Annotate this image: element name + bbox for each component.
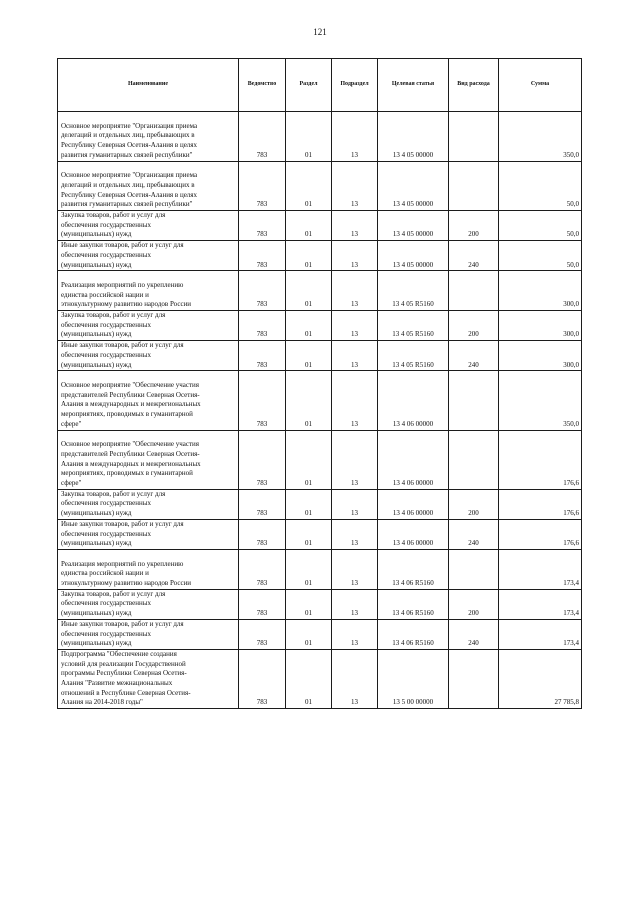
cell-name: Основное мероприятие "Обеспечение участия представителей Республики Северная Осетия- Алания в международных и межрегиональных мероприятиях, проводимых в гуманитарной сфере" <box>58 371 239 430</box>
cell-sum: 50,0 <box>499 241 582 271</box>
cell-sum: 50,0 <box>499 211 582 241</box>
cell-expense <box>449 161 499 211</box>
cell-expense <box>449 371 499 430</box>
cell-target: 13 4 06 00000 <box>378 430 449 489</box>
cell-name: Иные закупки товаров, работ и услуг для обеспечения государственных (муниципальных) нужд <box>58 341 239 371</box>
table-row <box>58 161 582 211</box>
cell-expense <box>449 649 499 708</box>
cell-name: Реализация мероприятий по укреплению единства российской нации и этнокультурному развитию народов России <box>58 549 239 589</box>
cell-subsection: 13 <box>332 519 378 549</box>
cell-subsection: 13 <box>332 241 378 271</box>
cell-target: 13 4 06 00000 <box>378 489 449 519</box>
table-row <box>58 341 582 371</box>
cell-expense <box>449 112 499 162</box>
page-number: 121 <box>313 27 327 37</box>
cell-sum: 173,4 <box>499 619 582 649</box>
cell-expense: 240 <box>449 519 499 549</box>
cell-department: 783 <box>239 341 286 371</box>
cell-expense <box>449 271 499 311</box>
cell-target: 13 4 06 R5160 <box>378 619 449 649</box>
table-row <box>58 519 582 549</box>
cell-subsection: 13 <box>332 341 378 371</box>
cell-name: Подпрограмма "Обеспечение создания условий для реализации Государственной программы Республики Северная Осетия- Алания "Развитие межнациональных отношений в Республике Северная Осетия- Алания на 2014-2018 годы" <box>58 649 239 708</box>
cell-department: 783 <box>239 619 286 649</box>
cell-target: 13 4 05 R5160 <box>378 311 449 341</box>
header-section: Раздел <box>286 59 332 112</box>
cell-subsection: 13 <box>332 211 378 241</box>
cell-expense: 200 <box>449 211 499 241</box>
cell-target: 13 4 06 00000 <box>378 371 449 430</box>
cell-department: 783 <box>239 241 286 271</box>
cell-sum: 350,0 <box>499 112 582 162</box>
cell-department: 783 <box>239 430 286 489</box>
budget-table <box>57 58 582 709</box>
cell-section: 01 <box>286 271 332 311</box>
cell-subsection: 13 <box>332 430 378 489</box>
cell-sum: 176,6 <box>499 519 582 549</box>
cell-section: 01 <box>286 341 332 371</box>
table-row <box>58 589 582 619</box>
cell-department: 783 <box>239 161 286 211</box>
cell-subsection: 13 <box>332 589 378 619</box>
cell-expense: 200 <box>449 589 499 619</box>
cell-expense: 200 <box>449 311 499 341</box>
cell-target: 13 4 06 R5160 <box>378 549 449 589</box>
cell-name: Основное мероприятие "Организация приема делегаций и отдельных лиц, пребывающих в Республику Северная Осетия-Алания в целях развития гуманитарных связей республики" <box>58 161 239 211</box>
cell-sum: 300,0 <box>499 341 582 371</box>
header-sum: Сумма <box>499 59 582 112</box>
cell-target: 13 4 05 R5160 <box>378 271 449 311</box>
cell-department: 783 <box>239 211 286 241</box>
table-row <box>58 489 582 519</box>
cell-subsection: 13 <box>332 619 378 649</box>
cell-expense: 240 <box>449 241 499 271</box>
cell-sum: 50,0 <box>499 161 582 211</box>
cell-target: 13 4 05 R5160 <box>378 341 449 371</box>
table-row <box>58 241 582 271</box>
cell-target: 13 4 05 00000 <box>378 112 449 162</box>
cell-section: 01 <box>286 311 332 341</box>
table-row <box>58 112 582 162</box>
cell-name: Основное мероприятие "Организация приема делегаций и отдельных лиц, пребывающих в Республику Северная Осетия-Алания в целях развития гуманитарных связей республики" <box>58 112 239 162</box>
cell-sum: 300,0 <box>499 311 582 341</box>
cell-subsection: 13 <box>332 549 378 589</box>
cell-section: 01 <box>286 649 332 708</box>
table-row <box>58 271 582 311</box>
cell-sum: 350,0 <box>499 371 582 430</box>
cell-sum: 176,6 <box>499 430 582 489</box>
cell-section: 01 <box>286 489 332 519</box>
table-row <box>58 371 582 430</box>
header-row <box>58 59 582 112</box>
header-expense: Вид расхода <box>449 59 499 112</box>
cell-name: Основное мероприятие "Обеспечение участия представителей Республики Северная Осетия- Алания в международных и межрегиональных мероприятиях, проводимых в гуманитарной сфере" <box>58 430 239 489</box>
cell-target: 13 4 06 00000 <box>378 519 449 549</box>
table-row <box>58 430 582 489</box>
cell-subsection: 13 <box>332 649 378 708</box>
cell-sum: 300,0 <box>499 271 582 311</box>
cell-expense <box>449 430 499 489</box>
cell-department: 783 <box>239 371 286 430</box>
table-row <box>58 211 582 241</box>
cell-section: 01 <box>286 241 332 271</box>
cell-target: 13 5 00 00000 <box>378 649 449 708</box>
cell-section: 01 <box>286 371 332 430</box>
cell-section: 01 <box>286 112 332 162</box>
cell-section: 01 <box>286 519 332 549</box>
cell-expense: 200 <box>449 489 499 519</box>
table-row <box>58 549 582 589</box>
cell-sum: 173,4 <box>499 589 582 619</box>
cell-department: 783 <box>239 589 286 619</box>
cell-section: 01 <box>286 161 332 211</box>
cell-expense: 240 <box>449 341 499 371</box>
cell-department: 783 <box>239 549 286 589</box>
cell-department: 783 <box>239 649 286 708</box>
cell-section: 01 <box>286 430 332 489</box>
cell-sum: 176,6 <box>499 489 582 519</box>
cell-subsection: 13 <box>332 112 378 162</box>
header-target: Целевая статья <box>378 59 449 112</box>
cell-expense <box>449 549 499 589</box>
cell-section: 01 <box>286 619 332 649</box>
table-row <box>58 311 582 341</box>
cell-target: 13 4 06 R5160 <box>378 589 449 619</box>
table-row <box>58 619 582 649</box>
cell-target: 13 4 05 00000 <box>378 241 449 271</box>
cell-subsection: 13 <box>332 271 378 311</box>
cell-name: Реализация мероприятий по укреплению единства российской нации и этнокультурному развитию народов России <box>58 271 239 311</box>
cell-department: 783 <box>239 271 286 311</box>
cell-section: 01 <box>286 589 332 619</box>
cell-section: 01 <box>286 211 332 241</box>
cell-sum: 27 785,8 <box>499 649 582 708</box>
cell-name: Иные закупки товаров, работ и услуг для обеспечения государственных (муниципальных) нужд <box>58 519 239 549</box>
cell-department: 783 <box>239 311 286 341</box>
cell-sum: 173,4 <box>499 549 582 589</box>
cell-section: 01 <box>286 549 332 589</box>
cell-department: 783 <box>239 519 286 549</box>
header-department: Ведомство <box>239 59 286 112</box>
cell-name: Закупка товаров, работ и услуг для обеспечения государственных (муниципальных) нужд <box>58 211 239 241</box>
cell-name: Иные закупки товаров, работ и услуг для обеспечения государственных (муниципальных) нужд <box>58 619 239 649</box>
header-subsection: Подраздел <box>332 59 378 112</box>
cell-target: 13 4 05 00000 <box>378 211 449 241</box>
cell-subsection: 13 <box>332 311 378 341</box>
cell-name: Закупка товаров, работ и услуг для обеспечения государственных (муниципальных) нужд <box>58 489 239 519</box>
cell-name: Закупка товаров, работ и услуг для обеспечения государственных (муниципальных) нужд <box>58 589 239 619</box>
cell-subsection: 13 <box>332 161 378 211</box>
cell-department: 783 <box>239 489 286 519</box>
cell-name: Закупка товаров, работ и услуг для обеспечения государственных (муниципальных) нужд <box>58 311 239 341</box>
cell-expense: 240 <box>449 619 499 649</box>
cell-subsection: 13 <box>332 371 378 430</box>
table-row <box>58 649 582 708</box>
cell-department: 783 <box>239 112 286 162</box>
cell-subsection: 13 <box>332 489 378 519</box>
header-name: Наименование <box>58 59 239 112</box>
cell-target: 13 4 05 00000 <box>378 161 449 211</box>
cell-name: Иные закупки товаров, работ и услуг для обеспечения государственных (муниципальных) нужд <box>58 241 239 271</box>
